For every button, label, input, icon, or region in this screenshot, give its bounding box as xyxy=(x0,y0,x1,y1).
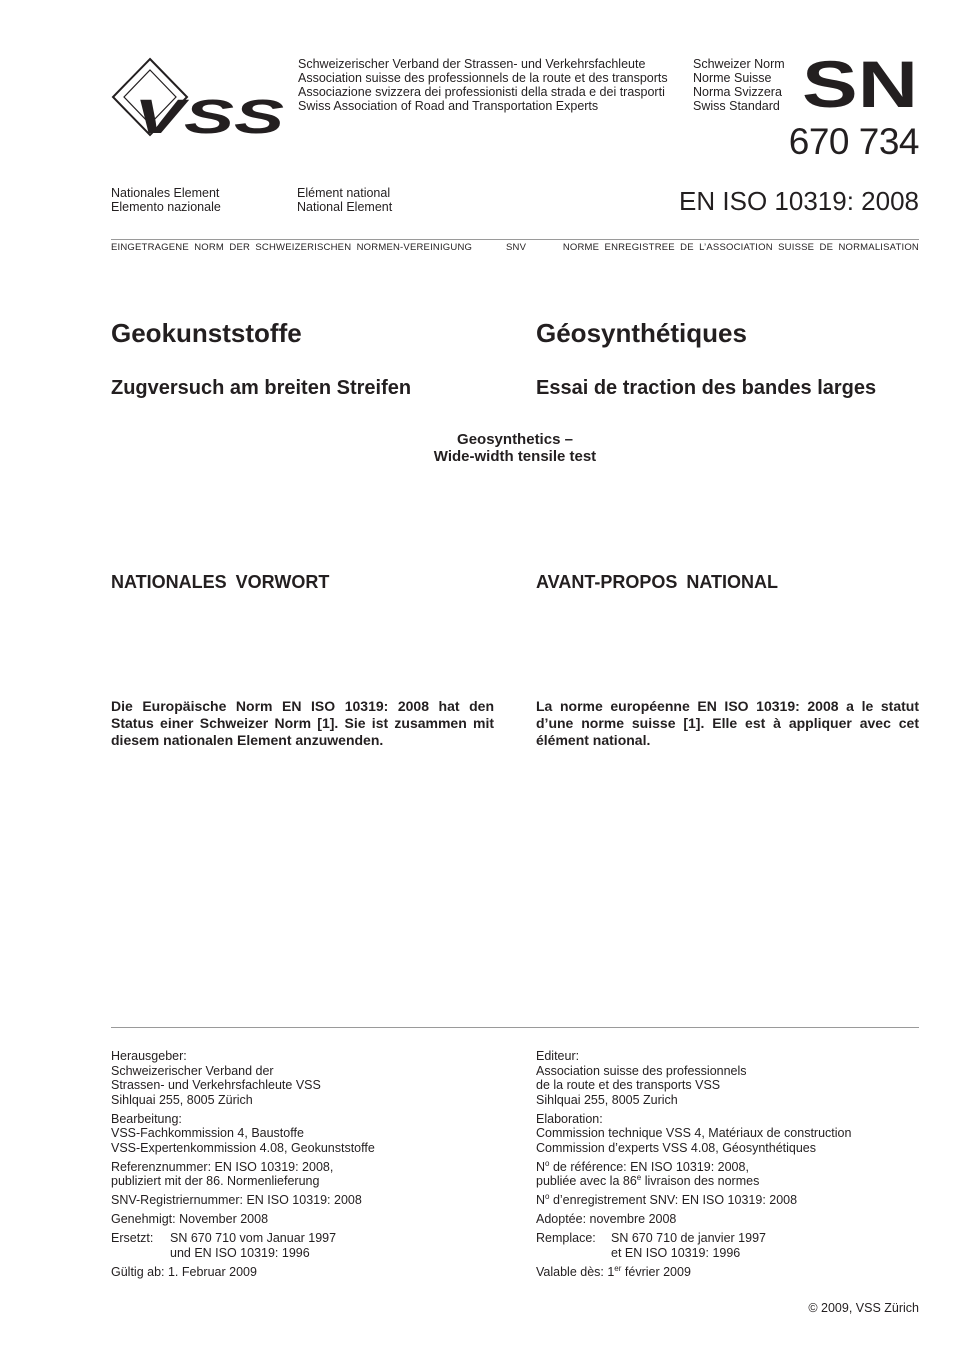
sn-logo xyxy=(802,55,920,111)
reference-line: Referenznummer: EN ISO 10319: 2008, xyxy=(111,1159,334,1174)
publisher-address: Sihlquai 255, 8005 Zurich xyxy=(536,1092,678,1107)
norm-type-it: Norma Svizzera xyxy=(693,85,782,99)
ref-text: livraison des normes xyxy=(641,1174,760,1188)
approved-de: Genehmigt: November 2008 xyxy=(111,1212,269,1226)
ref-text: publiée avec la 86 xyxy=(536,1174,637,1188)
replaces-block-fr xyxy=(536,1231,936,1260)
replaces-line: et EN ISO 10319: 1996 xyxy=(611,1245,741,1260)
publisher-label: Editeur: xyxy=(536,1049,580,1063)
reference-line: publiziert mit der 86. Normenlieferung xyxy=(111,1174,320,1188)
copyright: © 2009, VSS Zürich xyxy=(808,1301,919,1315)
norm-number: 670 734 xyxy=(788,121,919,162)
title-en xyxy=(315,431,715,465)
registration-snv: SNV xyxy=(506,242,527,253)
reference-line xyxy=(536,1174,936,1189)
registration-fr: NORME ENREGISTREE DE L’ASSOCIATION SUISSE DE NORMALISATION xyxy=(562,242,919,253)
title-de: Geokunststoffe xyxy=(111,318,302,348)
replaces-label: Ersetzt: xyxy=(111,1231,154,1245)
foreword-text-de: Die Europäische Norm EN ISO 10319: 2008 hat den Status einer Schweizer Norm [1]. Sie ist zusammen mit diesem nationalen Element anzuwenden. xyxy=(111,698,494,748)
approved-fr: Adoptée: novembre 2008 xyxy=(536,1212,677,1226)
ref-ordinal-sup: e xyxy=(636,1172,642,1182)
snv-no-sup: o xyxy=(545,1191,550,1201)
replaces-values xyxy=(611,1231,766,1260)
reference-line xyxy=(536,1160,936,1175)
valid-ordinal-sup: er xyxy=(614,1263,622,1273)
processing-block-de xyxy=(111,1112,521,1156)
element-label-right xyxy=(297,186,392,214)
ref-text: de référence: EN ISO 10319: 2008, xyxy=(549,1159,749,1174)
replaces-block-de xyxy=(111,1231,521,1260)
title-fr: Géosynthétiques xyxy=(536,318,747,348)
element-de: Nationales Element xyxy=(111,186,220,200)
en-iso-designation: EN ISO 10319: 2008 xyxy=(679,186,919,216)
vss-logo xyxy=(110,57,290,139)
norm-type-de: Schweizer Norm xyxy=(693,57,785,71)
valid-text: février 2009 xyxy=(621,1264,691,1279)
assoc-line-it: Associazione svizzera dei professionisti della strada e dei trasporti xyxy=(298,85,665,99)
processing-line: Commission d’experts VSS 4.08, Géosynthétiques xyxy=(536,1140,816,1155)
footer-divider xyxy=(111,1027,919,1028)
valid-from-de: Gültig ab: 1. Februar 2009 xyxy=(111,1264,257,1279)
registration-de: EINGETRAGENE NORM DER SCHWEIZERISCHEN NORMEN-VEREINIGUNG xyxy=(111,242,473,253)
norm-type-fr: Norme Suisse xyxy=(693,71,772,85)
footer-fr xyxy=(536,1049,936,1279)
processing-line: VSS-Expertenkommission 4.08, Geokunststoffe xyxy=(111,1140,375,1155)
snv-text: d’enregistrement SNV: EN ISO 10319: 2008 xyxy=(549,1193,798,1207)
valid-text: Valable dès: 1 xyxy=(536,1264,615,1279)
publisher-line: Association suisse des professionnels xyxy=(536,1063,747,1078)
element-en: National Element xyxy=(297,200,393,214)
reference-block-fr xyxy=(536,1160,936,1189)
association-names xyxy=(298,57,668,113)
ref-no-sup: o xyxy=(545,1158,550,1168)
replaces-line: SN 670 710 de janvier 1997 xyxy=(611,1231,766,1245)
publisher-label: Herausgeber: xyxy=(111,1049,187,1063)
valid-from-fr xyxy=(536,1265,936,1280)
replaces-line: SN 670 710 vom Januar 1997 xyxy=(170,1231,337,1245)
sn-logo-text: SN xyxy=(802,55,918,111)
foreword-heading-fr: AVANT-PROPOS NATIONAL xyxy=(536,572,778,592)
ref-no: N xyxy=(536,1159,546,1174)
norm-type-en: Swiss Standard xyxy=(693,99,780,113)
footer-de xyxy=(111,1049,521,1279)
subtitle-de: Zugversuch am breiten Streifen xyxy=(111,377,412,399)
foreword-text-fr: La norme européenne EN ISO 10319: 2008 a le statut d’une norme suisse [1]. Elle est à appliquer avec cet élément national. xyxy=(536,698,919,748)
header-divider xyxy=(111,239,919,240)
element-it: Elemento nazionale xyxy=(111,200,221,214)
replaces-values xyxy=(170,1231,336,1260)
processing-label: Bearbeitung: xyxy=(111,1111,182,1126)
snv-registration-fr xyxy=(536,1193,936,1208)
processing-line: Commission technique VSS 4, Matériaux de construction xyxy=(536,1126,852,1140)
replaces-line: und EN ISO 10319: 1996 xyxy=(170,1245,310,1260)
norm-type xyxy=(693,57,785,113)
publisher-line: Strassen- und Verkehrsfachleute VSS xyxy=(111,1078,321,1092)
publisher-line: Schweizerischer Verband der xyxy=(111,1063,274,1078)
publisher-line: de la route et des transports VSS xyxy=(536,1078,721,1092)
assoc-line-de: Schweizerischer Verband der Strassen- und Verkehrsfachleute xyxy=(298,57,646,71)
publisher-address: Sihlquai 255, 8005 Zürich xyxy=(111,1092,253,1107)
title-en-line2: Wide-width tensile test xyxy=(433,448,597,465)
assoc-line-en: Swiss Association of Road and Transportation Experts xyxy=(298,99,599,113)
publisher-block-de xyxy=(111,1049,521,1107)
publisher-block-fr xyxy=(536,1049,936,1107)
assoc-line-fr: Association suisse des professionnels de la route et des transports xyxy=(298,71,668,85)
element-label-left xyxy=(111,186,221,214)
processing-block-fr xyxy=(536,1112,936,1156)
processing-label: Elaboration: xyxy=(536,1111,603,1126)
snv-no: N xyxy=(536,1193,546,1207)
subtitle-fr: Essai de traction des bandes larges xyxy=(536,377,877,399)
replaces-label: Remplace: xyxy=(536,1231,596,1245)
reference-block-de xyxy=(111,1160,521,1189)
vss-logo-text: VSS xyxy=(134,91,284,139)
foreword-heading-de: NATIONALES VORWORT xyxy=(111,572,330,592)
element-fr: Elément national xyxy=(297,186,391,200)
snv-registration-de: SNV-Registriernummer: EN ISO 10319: 2008 xyxy=(111,1193,362,1207)
processing-line: VSS-Fachkommission 4, Baustoffe xyxy=(111,1126,304,1140)
title-en-line1: Geosynthetics – xyxy=(457,431,573,448)
